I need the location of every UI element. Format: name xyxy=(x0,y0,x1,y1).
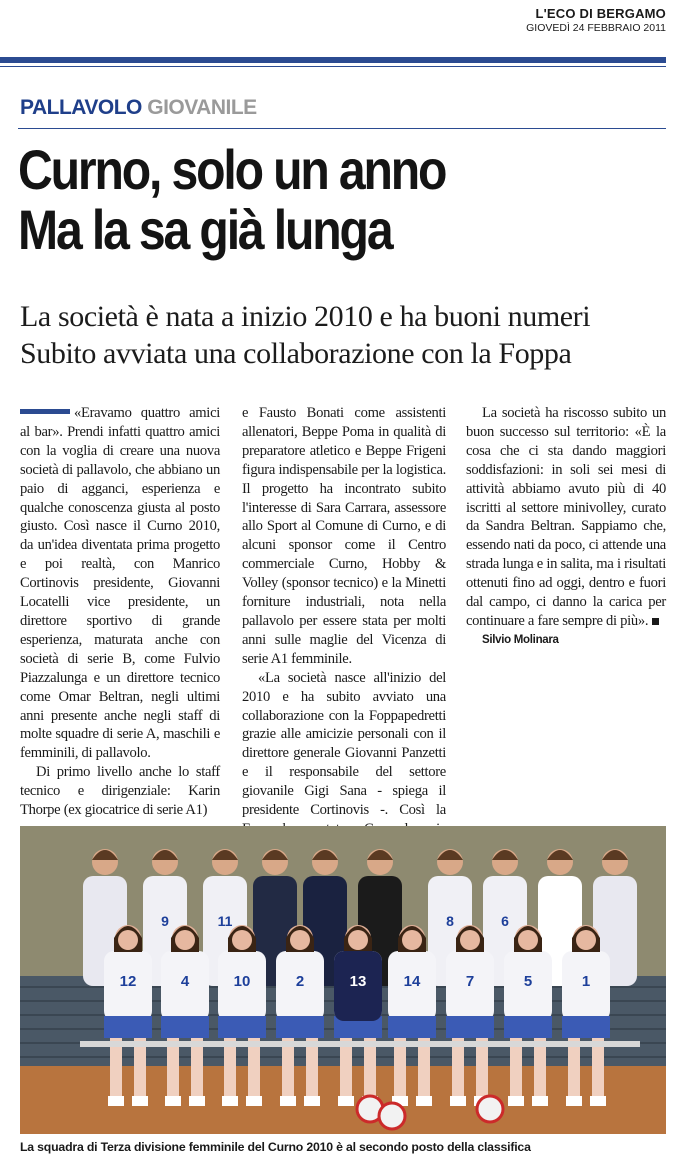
jersey-number: 6 xyxy=(501,913,509,929)
front-row-player-shoe xyxy=(222,1096,238,1106)
front-row-player-shorts xyxy=(104,1016,152,1038)
front-row-player-face xyxy=(402,930,422,950)
header-rule-thin xyxy=(0,66,666,67)
front-row-player-face xyxy=(118,930,138,950)
article-paragraph: «Eravamo quattro amici al bar». Prendi infatti quattro amici con la voglia di creare una nuova società di pallavolo, che abbiano un paio di agganci, esperienza e qualche conoscenza giusta al posto giusto. Così nasce il Curno 2010, da un'idea diventata prima progetto e poi realtà, con Manrico Cortinovis presidente, Giovanni Locatelli vice presidente, un direttore sportivo di grande esperienza, maturata anche con società di serie B, come Fulvio Piazzalunga e un direttore tecnico come Omar Beltran, negli ultimi anni presente anche negli staff di molte squadre di serie A, maschili e femminili, di pallavolo. xyxy=(20,405,220,762)
front-row-player-face xyxy=(348,930,368,950)
front-row-player-shoe xyxy=(532,1096,548,1106)
front-row-player-face xyxy=(232,930,252,950)
section-rule xyxy=(18,128,666,129)
front-row-player-face xyxy=(460,930,480,950)
front-row-player-shoe xyxy=(590,1096,606,1106)
lead-bar xyxy=(20,409,70,414)
front-row-player-shoe xyxy=(416,1096,432,1106)
front-row-player-face xyxy=(576,930,596,950)
header-rule xyxy=(0,57,666,63)
subhead-line-1: La società è nata a inizio 2010 e ha buoni numeri xyxy=(20,300,591,333)
jersey-number: 11 xyxy=(217,913,233,929)
article-paragraph: La società ha riscosso subito un buon successo sul territorio: «È la cosa che ci sta dando maggiori soddisfazioni: in soli sei mesi di attività abbiamo avuto più di 40 iscritti al settore minivolley, curato da Sandra Beltran. Sappiamo che, essendo nati da poco, ci attende una strada lunga e in salita, ma i risultati ottenuti fino ad oggi, dentro e fuori dal campo, ci danno la carica per continuare a fare sempre di più». xyxy=(466,405,666,629)
newspaper-name: L'ECO DI BERGAMO xyxy=(535,6,666,21)
masthead xyxy=(526,6,666,34)
volleyball xyxy=(477,1096,503,1122)
front-row-player-shoe xyxy=(508,1096,524,1106)
jersey-number: 10 xyxy=(233,973,251,990)
front-row-player-shorts xyxy=(446,1016,494,1038)
jersey-number: 7 xyxy=(465,973,475,990)
team-photo-illustration xyxy=(20,826,666,1134)
subhead-line-2: Subito avviata una collaborazione con la Foppa xyxy=(20,337,572,370)
jersey-number: 9 xyxy=(161,913,169,929)
jersey-number: 1 xyxy=(581,973,591,990)
article-column-3 xyxy=(466,404,666,650)
section-main: PALLAVOLO xyxy=(20,96,142,119)
bench xyxy=(80,1041,640,1047)
front-row-player-face xyxy=(518,930,538,950)
jersey-number: 14 xyxy=(403,973,421,990)
volleyball xyxy=(379,1103,405,1129)
front-row-player-shoe xyxy=(280,1096,296,1106)
subheadline xyxy=(20,298,680,372)
front-row-player-shoe xyxy=(338,1096,354,1106)
front-row-player-face xyxy=(175,930,195,950)
front-row-player-shoe xyxy=(246,1096,262,1106)
front-row-player-shoe xyxy=(304,1096,320,1106)
front-row-player-shoe xyxy=(189,1096,205,1106)
end-mark xyxy=(652,618,659,625)
front-row-player-shoe xyxy=(108,1096,124,1106)
front-row-player-shoe xyxy=(165,1096,181,1106)
headline-line-1: Curno, solo un anno xyxy=(18,138,446,201)
front-row-player-shorts xyxy=(161,1016,209,1038)
jersey-number: 8 xyxy=(446,913,454,929)
front-row-player-shoe xyxy=(450,1096,466,1106)
jersey-number: 5 xyxy=(523,973,533,990)
byline: Silvio Molinara xyxy=(482,633,559,646)
headline-line-2: Ma la sa già lunga xyxy=(18,198,392,261)
front-row-player-shorts xyxy=(562,1016,610,1038)
front-row-player-face xyxy=(290,930,310,950)
article-paragraph: «La società nasce all'inizio del 2010 e ha subito avviato una collaborazione con la Foppapedretti grazie alle amicizie personali con il direttore generale Giovanni Panzetti e il responsabile del settore giovanile Gigi Sana - spiega il presidente Cortinovis -. Così la xyxy=(242,669,446,819)
front-row-player-shoe xyxy=(132,1096,148,1106)
headline xyxy=(18,140,586,260)
article-paragraph: e Fausto Bonati come assistenti allenatori, Beppe Poma in qualità di preparatore atletico e Beppe Frigeni figura indispensabile per la logistica. Il progetto ha incontrato subito l'interesse di Sara Carrara, assessore allo Sport al Comune di Curno, e di alcuni sponsor come il Centro commerciale Curno, Hobby & Volley (sponsor tecnico) e la Minetti forniture industriali, nota nella pallavolo per essere stata per molti anni sulle maglie del Vicenza di serie A1 femminile. xyxy=(242,405,446,667)
photo-caption: La squadra di Terza divisione femminile del Curno 2010 è al secondo posto della classifica xyxy=(20,1140,531,1154)
front-row-player-shorts xyxy=(276,1016,324,1038)
team-photo xyxy=(20,826,666,1134)
front-row-player-shoe xyxy=(566,1096,582,1106)
section-label xyxy=(20,96,257,120)
issue-date: GIOVEDÌ 24 FEBBRAIO 2011 xyxy=(526,22,666,34)
jersey-number: 12 xyxy=(119,973,137,990)
jersey-number: 13 xyxy=(349,973,367,990)
jersey-number: 2 xyxy=(295,973,305,990)
article-column-1 xyxy=(20,404,220,820)
front-row-player-shorts xyxy=(504,1016,552,1038)
article-paragraph: Di primo livello anche lo staff tecnico e dirigenziale: Karin Thorpe (ex giocatrice di serie A1) xyxy=(20,764,220,819)
section-sub: GIOVANILE xyxy=(147,96,257,119)
jersey-number: 4 xyxy=(180,973,190,990)
front-row-player-shorts xyxy=(388,1016,436,1038)
front-row-player-shorts xyxy=(218,1016,266,1038)
